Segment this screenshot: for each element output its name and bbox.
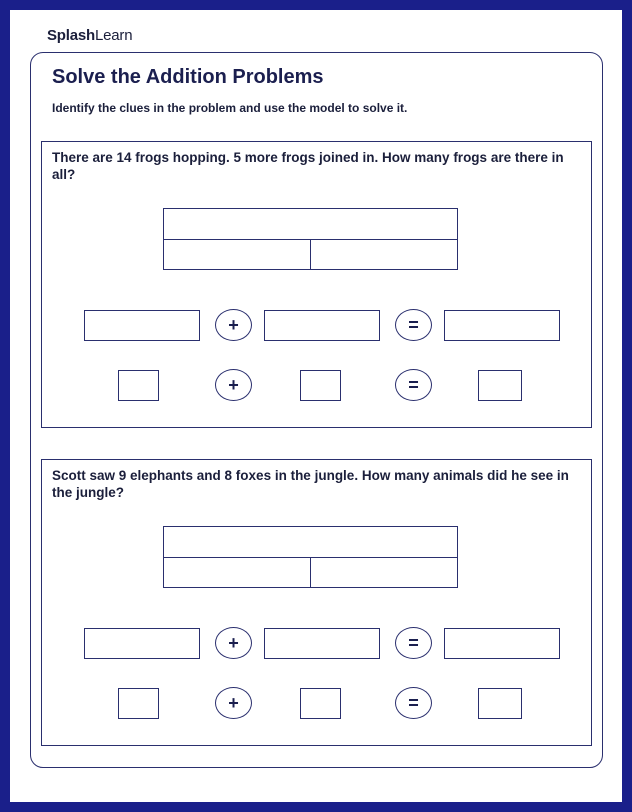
addend-2-answer-box[interactable] [264,310,380,341]
logo-learn: Learn [94,27,133,44]
problem-card-2 [41,459,592,746]
number-box-1[interactable] [118,688,159,719]
instructions: Identify the clues in the problem and use the model to solve it. [52,101,408,115]
addend-2-answer-box[interactable] [264,628,380,659]
bar-model-whole[interactable] [163,526,458,558]
equals-sign: = [395,627,432,659]
number-box-sum[interactable] [478,688,522,719]
number-box-1[interactable] [118,370,159,401]
sum-answer-box[interactable] [444,310,560,341]
equals-sign: = [395,687,432,719]
sum-answer-box[interactable] [444,628,560,659]
plus-sign: + [215,687,252,719]
worksheet-page [10,10,622,802]
logo-splash: Splash [47,27,95,44]
bar-model-part-right[interactable] [310,239,458,270]
problem-question-1: There are 14 frogs hopping. 5 more frogs joined in. How many frogs are there in all? [52,150,564,182]
problem-question-2: Scott saw 9 elephants and 8 foxes in the jungle. How many animals did he see in the jungle? [52,468,569,500]
plus-sign: + [215,309,252,341]
equals-sign: = [395,369,432,401]
equals-sign: = [395,309,432,341]
problem-card-1 [41,141,592,428]
page-title: Solve the Addition Problems [52,66,324,88]
bar-model-part-left[interactable] [163,557,311,588]
number-box-2[interactable] [300,370,341,401]
number-box-sum[interactable] [478,370,522,401]
plus-sign: + [215,369,252,401]
splashlearn-logo [47,27,132,44]
addend-1-answer-box[interactable] [84,310,200,341]
plus-sign: + [215,627,252,659]
bar-model-part-left[interactable] [163,239,311,270]
bar-model-part-right[interactable] [310,557,458,588]
number-box-2[interactable] [300,688,341,719]
bar-model-whole[interactable] [163,208,458,240]
addend-1-answer-box[interactable] [84,628,200,659]
